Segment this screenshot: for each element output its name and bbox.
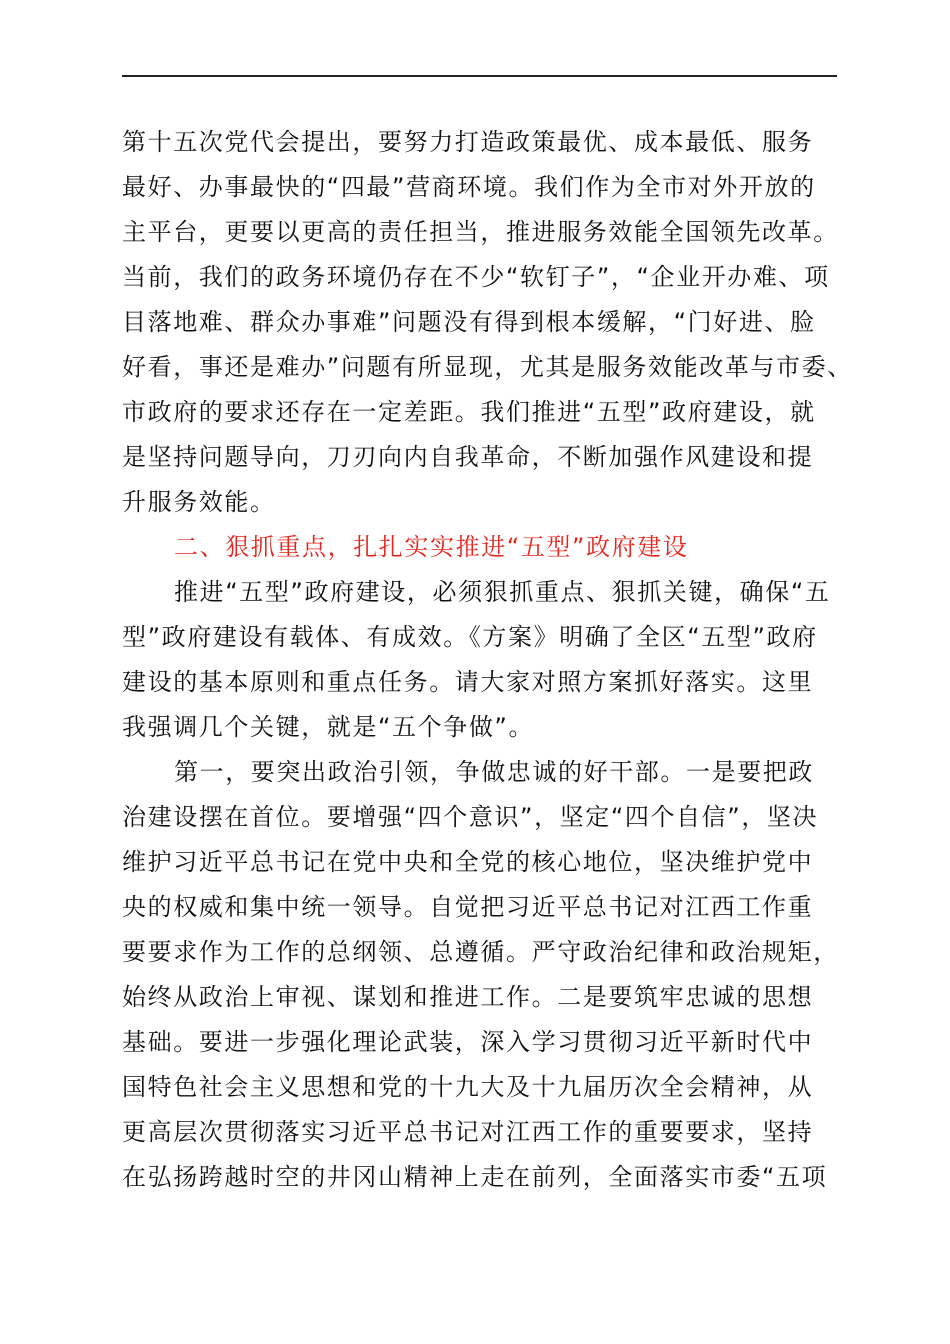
text-line: 我强调几个关键，就是“五个争做”。 [122,713,535,741]
text-line: 第一，要突出政治引领，争做忠诚的好干部。一是要把政 [174,758,814,786]
text-line: 要要求作为工作的总纲领、总遵循。严守政治纪律和政治规矩， [122,938,839,966]
text-line: 治建设摆在首位。要增强“四个意识”，坚定“四个自信”，坚决 [122,803,819,831]
text-line: 目落地难、群众办事难”问题没有得到根本缓解，“门好进、脸 [122,308,816,336]
text-line: 国特色社会主义思想和党的十九大及十九届历次全会精神，从 [122,1073,814,1101]
text-line: 始终从政治上审视、谋划和推进工作。二是要筑牢忠诚的思想 [122,983,814,1011]
text-line: 在弘扬跨越时空的井冈山精神上走在前列，全面落实市委“五项 [122,1163,828,1191]
text-line: 型”政府建设有载体、有成效。《方案》明确了全区“五型”政府 [122,623,818,651]
header-rule [122,75,837,77]
text-line: 维护习近平总书记在党中央和全党的核心地位，坚决维护党中 [122,848,814,876]
text-line: 好看，事还是难办”问题有所显现，尤其是服务效能改革与市委、 [122,353,853,381]
text-line: 第十五次党代会提出，要努力打造政策最优、成本最低、服务 [122,128,814,156]
paragraph-3 [122,750,846,1200]
text-line: 推进“五型”政府建设，必须狠抓重点、狠抓关键，确保“五 [174,578,831,606]
text-line: 建设的基本原则和重点任务。请大家对照方案抓好落实。这里 [122,668,814,696]
text-line: 主平台，更要以更高的责任担当，推进服务效能全国领先改革。 [122,218,839,246]
text-line: 是坚持问题导向，刀刃向内自我革命，不断加强作风建设和提 [122,443,814,471]
heading-line: 二、狠抓重点，扎扎实实推进“五型”政府建设 [174,533,689,561]
text-line: 央的权威和集中统一领导。自觉把习近平总书记对江西工作重 [122,893,814,921]
paragraph-2 [122,570,846,750]
section-heading [122,525,846,570]
text-line: 基础。要进一步强化理论武装，深入学习贯彻习近平新时代中 [122,1028,814,1056]
text-line: 最好、办事最快的“四最”营商环境。我们作为全市对外开放的 [122,173,816,201]
document-body [122,120,853,1200]
text-line: 市政府的要求还存在一定差距。我们推进“五型”政府建设，就 [122,398,816,426]
text-line: 更高层次贯彻落实习近平总书记对江西工作的重要要求，坚持 [122,1118,814,1146]
paragraph-1 [122,120,853,525]
text-line: 升服务效能。 [122,488,276,516]
text-line: 当前，我们的政务环境仍存在不少“软钉子”，“企业开办难、项 [122,263,830,291]
